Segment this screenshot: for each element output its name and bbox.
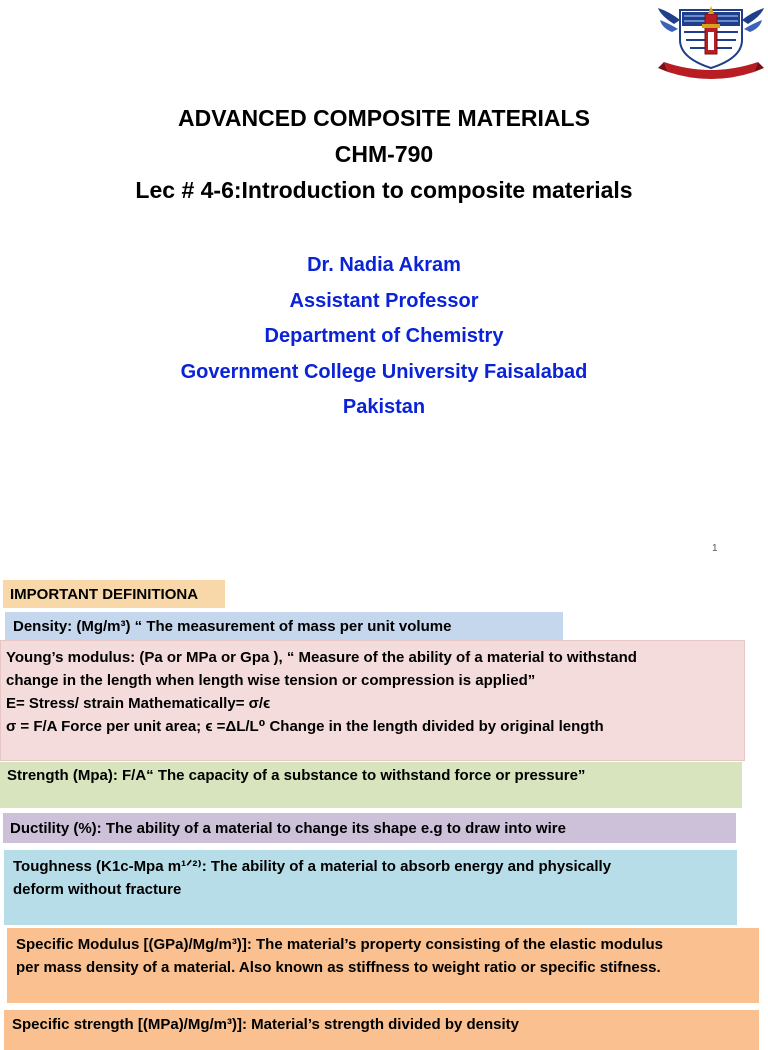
author-name: Dr. Nadia Akram xyxy=(307,254,461,276)
lecture-subtitle: Lec # 4-6:Introduction to composite materials xyxy=(135,177,633,203)
specific-modulus-definition xyxy=(7,928,759,1003)
author-info xyxy=(0,248,768,426)
toughness-line-1: Toughness (K1c-Mpa m¹ᐟ²⁾: The ability of a material to absorb energy and physically xyxy=(13,858,612,875)
page-number: 1 xyxy=(712,543,718,554)
definitions-heading xyxy=(3,580,225,608)
specific-modulus-line-2: per mass density of a material. Also known as stiffness to weight ratio or specific stifness. xyxy=(16,959,661,976)
definitions-slide xyxy=(0,572,768,1033)
ductility-text: Ductility (%): The ability of a material to change its shape e.g to draw into wire xyxy=(10,820,566,837)
toughness-definition xyxy=(4,850,737,925)
author-university: Government College University Faisalabad xyxy=(180,360,588,383)
university-crest-icon xyxy=(656,2,766,78)
lecture-title xyxy=(0,100,768,208)
specific-strength-text: Specific strength [(MPa)/Mg/m³)]: Material’s strength divided by density xyxy=(12,1016,520,1033)
course-code: CHM-790 xyxy=(334,141,434,167)
density-text: Density: (Mg/m³) “ The measurement of mass per unit volume xyxy=(13,618,452,635)
youngs-line-2: change in the length when length wise tension or compression is applied” xyxy=(6,672,536,689)
specific-strength-definition xyxy=(4,1010,759,1050)
specific-modulus-line-1: Specific Modulus [(GPa)/Mg/m³)]: The material’s property consisting of the elastic modulus xyxy=(16,936,664,953)
strength-definition xyxy=(0,762,742,808)
ductility-definition xyxy=(3,813,736,843)
youngs-line-1: Young’s modulus: (Pa or MPa or Gpa ), “ Measure of the ability of a material to withstand xyxy=(6,649,637,666)
course-title: ADVANCED COMPOSITE MATERIALS xyxy=(178,105,590,131)
heading-text: IMPORTANT DEFINITIONA xyxy=(10,586,199,603)
youngs-line-3: E= Stress/ strain Mathematically= σ/ϵ xyxy=(6,695,271,712)
density-definition xyxy=(5,612,563,640)
author-country: Pakistan xyxy=(342,396,426,418)
author-department: Department of Chemistry xyxy=(264,325,504,347)
author-position: Assistant Professor xyxy=(289,289,479,312)
strength-text: Strength (Mpa): F/A“ The capacity of a substance to withstand force or pressure” xyxy=(7,767,586,784)
youngs-modulus-definition xyxy=(0,640,745,761)
youngs-line-4: σ = F/A Force per unit area; ϵ =ΔL/L⁰ Change in the length divided by original length xyxy=(6,718,604,735)
toughness-line-2: deform without fracture xyxy=(13,881,182,898)
